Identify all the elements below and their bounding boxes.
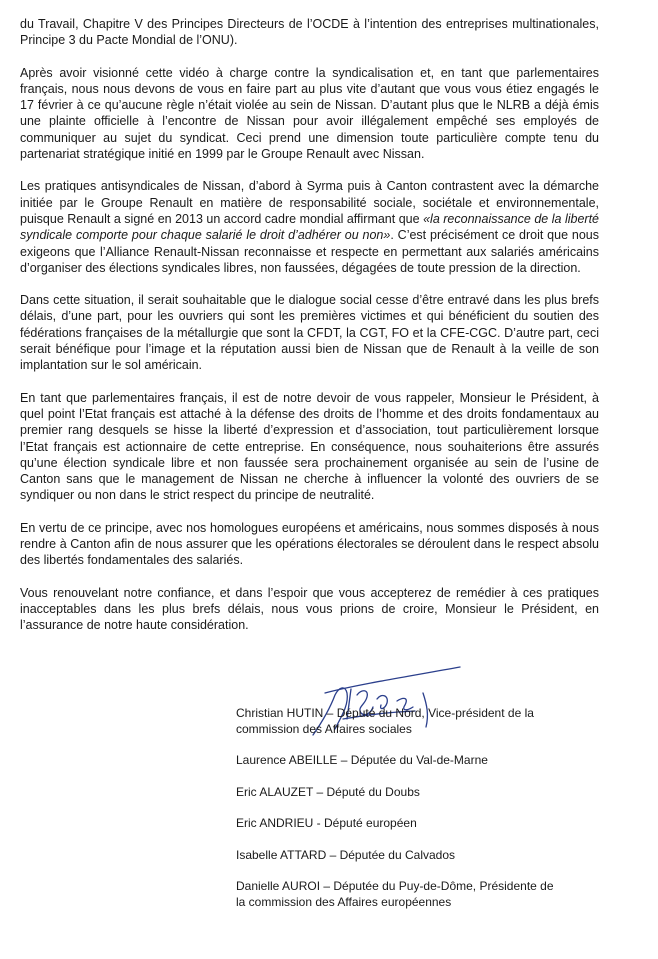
- paragraph-text: Dans cette situation, il serait souhaitable que le dialogue social cesse d’être entravé dans les plus brefs délais, d’une part, pour les ouvriers qui sont les premières victimes et qui bénéficient du soutien des fédérations françaises de la métallurgie que sont la CFDT, la CGT, FO et la CFE-CGC. D’autre part, ceci serait bénéfique pour l’image et la réputation aussi bien de Nissan que de Renault à la veille de son implantation sur le sol américain.: [20, 293, 599, 373]
- paragraph-1: [20, 16, 599, 49]
- paragraph-text: Après avoir visionné cette vidéo à charge contre la syndicalisation et, en tant que parlementaires français, nous nous devons de vous en faire part au plus vite d’autant que vous vous étiez engagés le 17 février à ce qu’aucune règle n’était violée au sein de Nissan. D’autant plus que le NLRB a déjà émis une plainte officielle à l’encontre de Nissan pour avoir illégalement empêché ses employés de communiquer au sujet du syndicat. Ceci prend une dimension toute particulière compte tenu du partenariat stratégique initié en 1999 par le Groupe Renault avec Nissan.: [20, 65, 599, 162]
- signatory-name-title: Laurence ABEILLE – Députée du Val-de-Marne: [236, 753, 488, 767]
- signatory-name-title: Christian HUTIN – Député du Nord, Vice-président de la: [236, 706, 534, 720]
- paragraph-6: [20, 520, 599, 569]
- signatory: [236, 879, 602, 910]
- paragraph-4: [20, 292, 599, 373]
- signatory: [236, 848, 602, 864]
- signatory-title-continued: la commission des Affaires européennes: [236, 894, 452, 909]
- signatory: [236, 816, 602, 832]
- paragraph-text-continued: . C’est précisément ce droit que nous exigeons que l’Alliance Renault-Nissan reconnaisse et respecte en permettant aux salariés américains d’organiser des élections syndicales libres, non faussées, dégagées de toute pression de la direction.: [20, 228, 599, 275]
- signatory-title-continued: commission des Affaires sociales: [236, 721, 412, 736]
- signatory: [236, 706, 602, 737]
- paragraph-text: du Travail, Chapitre V des Principes Directeurs de l’OCDE à l’intention des entreprises multinationales, Principe 3 du Pacte Mondial de l’ONU).: [20, 17, 599, 48]
- paragraph-2: [20, 65, 599, 163]
- paragraph-5: [20, 390, 599, 504]
- signatory-name-title: Danielle AUROI – Députée du Puy-de-Dôme, Présidente de: [236, 879, 554, 893]
- signatory-name-title: Isabelle ATTARD – Députée du Calvados: [236, 847, 456, 862]
- signatories-list: [236, 706, 602, 926]
- letter-body: [20, 16, 599, 634]
- signatory-name-title: Eric ALAUZET – Député du Doubs: [236, 784, 420, 799]
- paragraph-text: Vous renouvelant notre confiance, et dans l’espoir que vous accepterez de remédier à ces pratiques inacceptables dans les plus brefs délais, nous vous prions de croire, Monsieur le Président, en l’assurance de notre haute considération.: [20, 585, 599, 633]
- quoted-agreement: «la reconnaissance de la liberté syndicale comporte pour chaque salarié le droit d’adhérer ou non»: [20, 211, 599, 243]
- signatory: [236, 753, 602, 769]
- signatory-name-title: Eric ANDRIEU - Député européen: [236, 816, 417, 830]
- paragraph-text: Les pratiques antisyndicales de Nissan, d’abord à Syrma puis à Canton contrastent avec la démarche initiée par le Groupe Renault en matière de responsabilité sociale, sociétale et environnementale, puisque Renault a signé en 2013 un accord cadre mondial affirmant que: [20, 179, 599, 226]
- paragraph-3: [20, 178, 599, 276]
- closing-paragraph: [20, 585, 599, 634]
- paragraph-text: En tant que parlementaires français, il est de notre devoir de vous rappeler, Monsieur le Président, à quel point l’Etat français est attaché à la défense des droits de l’homme et des droits fondamentaux au premier rang desquels se hisse la liberté d’expression et d’association, tout particulièrement lorsque l’Etat français est actionnaire de cette entreprise. En conséquence, nous souhaiterions être assurés qu’une élection syndicale libre et non faussée sera prochainement organisée au sein de l’usine de Canton sans que le management de Nissan ne cherche à influencer la volonté des ouvriers de se syndiquer ou non dans le strict respect du principe de neutralité.: [20, 390, 599, 503]
- paragraph-text: En vertu de ce principe, avec nos homologues européens et américains, nous sommes disposés à nous rendre à Canton afin de nous assurer que les opérations électorales se déroulent dans le respect absolu des libertés fondamentales des salariés.: [20, 520, 599, 568]
- signatory: [236, 785, 602, 801]
